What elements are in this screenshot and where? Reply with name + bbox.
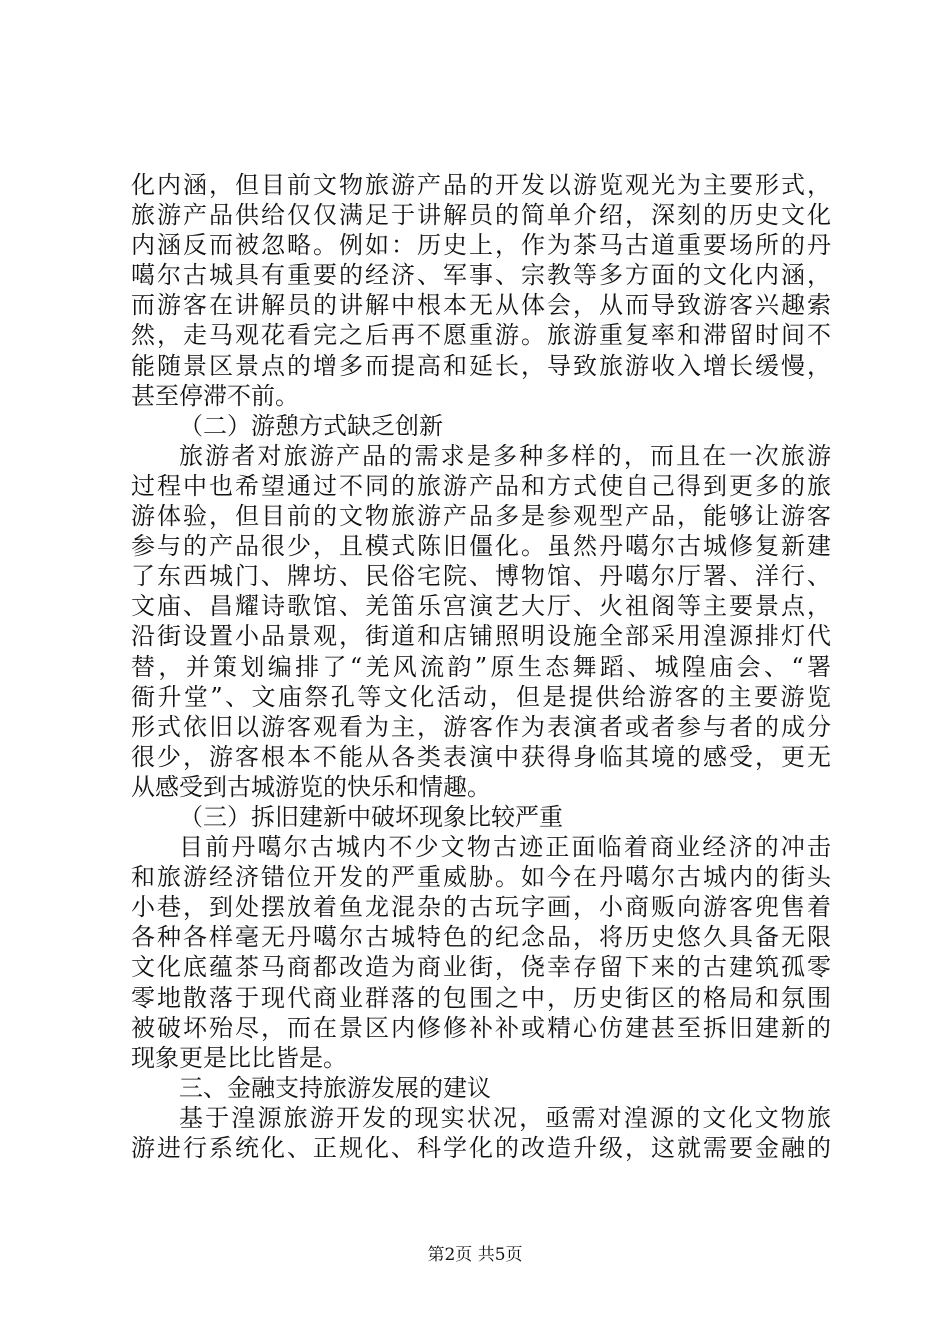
text-line: 沿街设置小品景观，街道和店铺照明设施全部采用湟源排灯代 [131, 622, 831, 651]
text-line: （三）拆旧建新中破坏现象比较严重 [179, 802, 563, 831]
text-line: 内涵反而被忽略。例如：历史上，作为茶马古道重要场所的丹 [131, 231, 831, 260]
text-line: 文庙、昌耀诗歌馆、羌笛乐宫演艺大厅、火祖阁等主要景点， [131, 592, 831, 621]
text-line: 从感受到古城游览的快乐和情趣。 [131, 772, 491, 801]
text-line: 小巷，到处摆放着鱼龙混杂的古玩字画，小商贩向游客兜售着 [131, 893, 831, 922]
text-line: 各种各样毫无丹噶尔古城特色的纪念品，将历史悠久具备无限 [131, 923, 831, 952]
section-heading [131, 411, 831, 441]
text-line: 很少，游客根本不能从各类表演中获得身临其境的感受，更无 [131, 742, 831, 771]
text-line: 三、金融支持旅游发展的建议 [179, 1073, 491, 1102]
text-line: 替，并策划编排了“羌风流韵”原生态舞蹈、城隍庙会、“署 [131, 652, 831, 681]
text-line: 基于湟源旅游开发的现实状况，亟需对湟源的文化文物旅 [179, 1103, 831, 1132]
text-line: 文化底蕴茶马商都改造为商业街，侥幸存留下来的古建筑孤零 [131, 953, 831, 982]
section-heading [131, 1073, 831, 1103]
text-line: 能随景区景点的增多而提高和延长，导致旅游收入增长缓慢， [131, 351, 831, 380]
text-line: （二）游憩方式缺乏创新 [179, 411, 443, 440]
text-line: 被破坏殆尽，而在景区内修修补补或精心仿建甚至拆旧建新的 [131, 1013, 831, 1042]
text-line: 零地散落于现代商业群落的包围之中，历史街区的格局和氛围 [131, 983, 831, 1012]
text-line: 而游客在讲解员的讲解中根本无从体会，从而导致游客兴趣索 [131, 291, 831, 320]
document-body [131, 170, 831, 1163]
text-line: 甚至停滞不前。 [131, 381, 299, 410]
section-heading [131, 802, 831, 832]
text-line: 形式依旧以游客观看为主，游客作为表演者或者参与者的成分 [131, 712, 831, 741]
text-line: 过程中也希望通过不同的旅游产品和方式使自己得到更多的旅 [131, 471, 831, 500]
text-line: 然，走马观花看完之后再不愿重游。旅游重复率和滞留时间不 [131, 321, 831, 350]
paragraph [131, 832, 831, 1073]
text-line: 噶尔古城具有重要的经济、军事、宗教等多方面的文化内涵， [131, 261, 831, 290]
text-line: 和旅游经济错位开发的严重威胁。如今在丹噶尔古城内的街头 [131, 863, 831, 892]
paragraph [131, 170, 831, 411]
text-line: 现象更是比比皆是。 [131, 1043, 347, 1072]
text-line: 了东西城门、牌坊、民俗宅院、博物馆、丹噶尔厅署、洋行、 [131, 562, 831, 591]
text-line: 衙升堂”、文庙祭孔等文化活动，但是提供给游客的主要游览 [131, 682, 831, 711]
text-line: 游进行系统化、正规化、科学化的改造升级，这就需要金融的 [131, 1134, 831, 1162]
paragraph [131, 441, 831, 802]
text-line: 旅游者对旅游产品的需求是多种多样的，而且在一次旅游 [179, 441, 831, 470]
page-footer: 第2页 共5页 [427, 1245, 523, 1265]
text-line: 参与的产品很少，且模式陈旧僵化。虽然丹噶尔古城修复新建 [131, 532, 831, 561]
paragraph [131, 1103, 831, 1163]
text-line: 旅游产品供给仅仅满足于讲解员的简单介绍，深刻的历史文化 [131, 201, 831, 230]
text-line: 化内涵，但目前文物旅游产品的开发以游览观光为主要形式， [131, 171, 831, 199]
text-line: 游体验，但目前的文物旅游产品多是参观型产品，能够让游客 [131, 502, 831, 531]
text-line: 目前丹噶尔古城内不少文物古迹正面临着商业经济的冲击 [179, 833, 831, 862]
